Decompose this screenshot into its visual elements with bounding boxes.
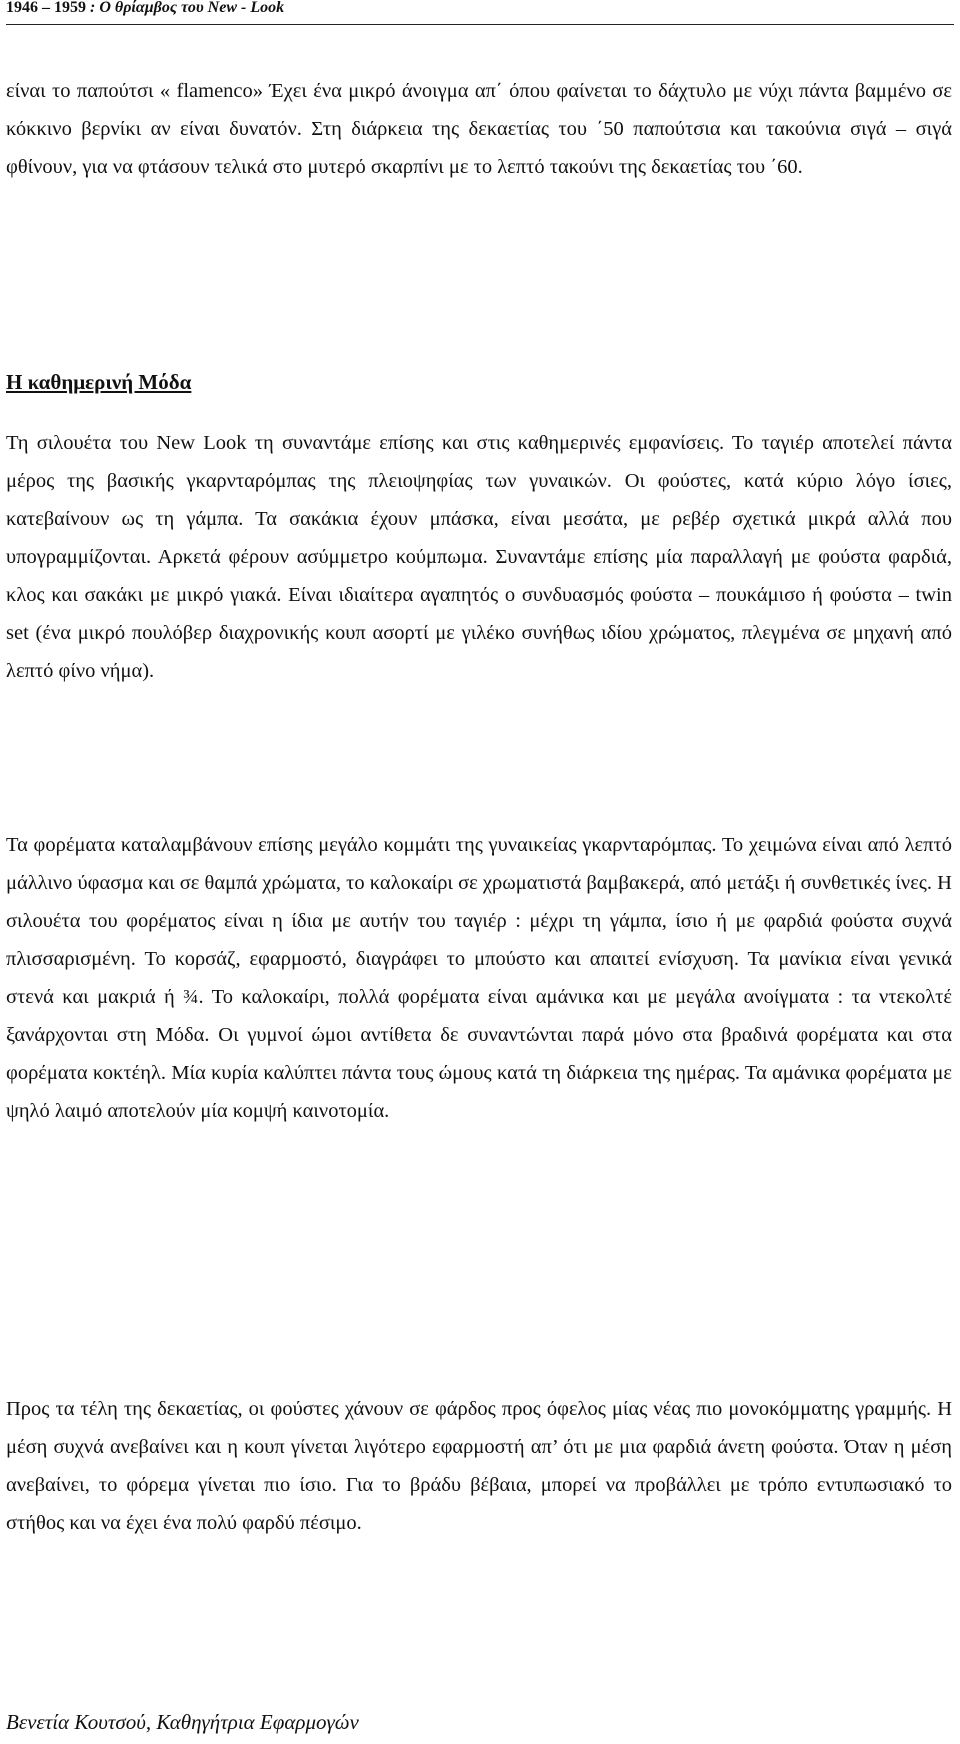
author-footer: Βενετία Κουτσού, Καθηγήτρια Εφαρμογών (6, 1710, 359, 1734)
paragraph-everyday-suits: Τη σιλουέτα του New Look τη συναντάμε επίσης και στις καθημερινές εμφανίσεις. Το ταγιέρ αποτελεί πάντα μέρος της βασικής γκαρνταρόμπας της πλειοψηφίας των γυναικών. Οι φούστες, κατά κύριο λόγο ίσιες, κατεβαίνουν ως τη γάμπα. Τα σακάκια έχουν μπάσκα, είναι μεσάτα, με ρεβέρ σχετικά μικρά αλλά που υπογραμμίζονται. Αρκετά φέρουν ασύμμετρο κούμπωμα. Συναντάμε επίσης μία παραλλαγή με φούστα φαρδιά, κλος και σακάκι με μικρό γιακά. Είναι ιδιαίτερα αγαπητός ο συνδυασμός φούστα – πουκάμισο ή φούστα – twin set (ένα μικρό πουλόβερ διαχρονικής κουπ ασορτί με γιλέκο συνήθως ιδίου χρώματος, πλεγμένα σε μηχανή από λεπτό φίνο νήμα). (6, 432, 952, 682)
paragraph-late-decade: Προς τα τέλη της δεκαετίας, οι φούστες χάνουν σε φάρδος προς όφελος μίας νέας πιο μονοκόμματης γραμμής. Η μέση συχνά ανεβαίνει και η κουπ γίνεται λιγότερο εφαρμοστή απ’ ότι με μια φαρδιά άνετη φούστα. Όταν η μέση ανεβαίνει, το φόρεμα γίνεται πιο ίσιο. Για το βράδυ βέβαια, μπορεί να προβάλλει με τρόπο εντυπωσιακό το στήθος και να έχει ένα πολύ φαρδύ πέσιμο. (6, 1398, 952, 1534)
section-heading: Η καθημερινή Μόδα (6, 370, 192, 394)
paragraph-dresses: Τα φορέματα καταλαμβάνουν επίσης μεγάλο κομμάτι της γυναικείας γκαρνταρόμπας. Το χειμώνα είναι από λεπτό μάλλινο ύφασμα και σε θαμπά χρώματα, το καλοκαίρι σε χρωματιστά βαμβακερά, από μετάξι ή συνθετικές ίνες. Η σιλουέτα του φορέματος είναι η ίδια με αυτήν του ταγιέρ : μέχρι τη γάμπα, ίσιο ή με φαρδιά φούστα συχνά πλισσαρισμένη. Το κορσάζ, εφαρμοστό, διαγράφει το μπούστο και απαιτεί ενίσχυση. Τα μανίκια είναι γενικά στενά και μακριά ή ¾. Το καλοκαίρι, πολλά φορέματα είναι αμάνικα και με μεγάλα ανοίγματα : τα ντεκολτέ ξανάρχονται στη Μόδα. Οι γυμνοί ώμοι αντίθετα δε συναντώνται παρά μόνο στα βραδινά φορέματα και στα φορέματα κοκτέηλ. Μία κυρία καλύπτει πάντα τους ώμους κατά τη διάρκεια της ημέρας. Τα αμάνικα φορέματα με ψηλό λαιμό αποτελούν μία κομψή καινοτομία. (6, 834, 952, 1122)
intro-paragraph: είναι το παπούτσι « flamenco» Έχει ένα μικρό άνοιγμα απ΄ όπου φαίνεται το δάχτυλο με νύχι πάντα βαμμένο σε κόκκινο βερνίκι αν είναι δυνατόν. Στη διάρκεια της δεκαετίας του ΄50 παπούτσια και τακούνια σιγά – σιγά φθίνουν, για να φτάσουν τελικά στο μυτερό σκαρπίνι με το λεπτό τακούνι της δεκαετίας του ΄60. (6, 80, 952, 178)
page-header (6, 0, 954, 25)
header-years: 1946 – 1959 (6, 0, 86, 16)
header-subtitle: : Ο θρίαμβος του New - Look (86, 0, 285, 16)
